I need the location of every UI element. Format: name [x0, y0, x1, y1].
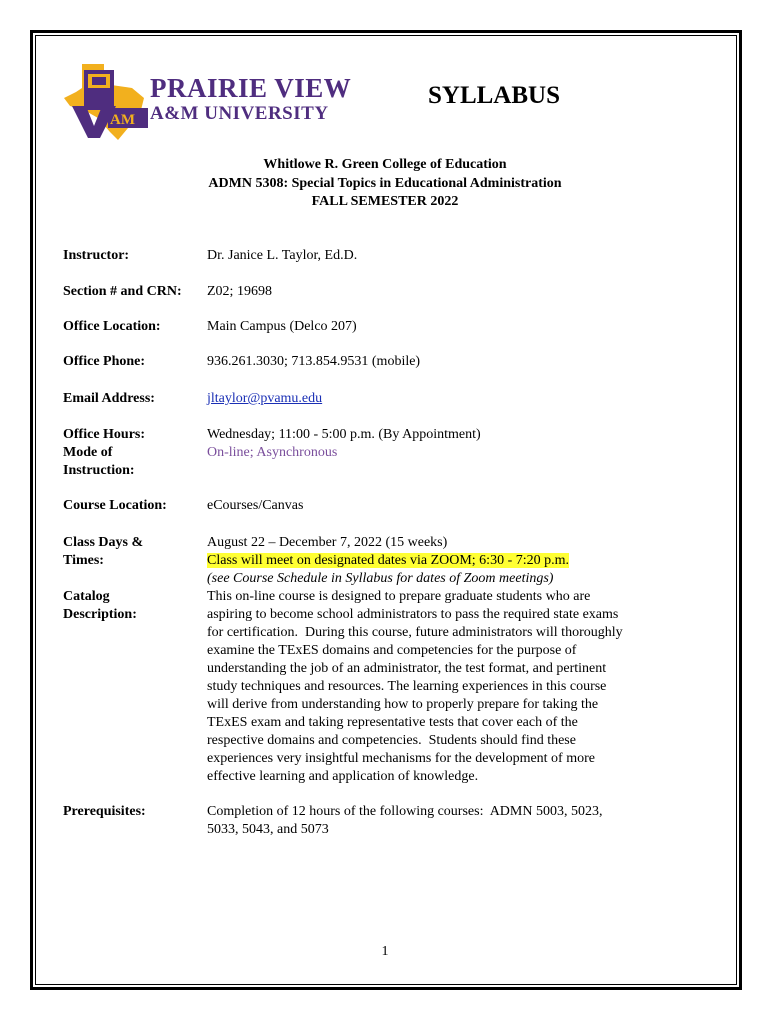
course-title: ADMN 5308: Special Topics in Educational Administration	[208, 176, 562, 191]
text-line: respective domains and competencies. Students should find these	[207, 733, 576, 748]
document-title: SYLLABUS	[428, 82, 560, 109]
class-days-label-line1: Class Days &	[63, 535, 144, 550]
instructor-value: Dr. Janice L. Taylor, Ed.D.	[207, 248, 358, 263]
office-phone-value: 936.261.3030; 713.854.9531 (mobile)	[207, 354, 421, 369]
email-link[interactable]: jltaylor@pvamu.edu	[207, 391, 323, 406]
semester: FALL SEMESTER 2022	[311, 194, 459, 209]
course-location-value: eCourses/Canvas	[207, 498, 304, 513]
college-name: Whitlowe R. Green College of Education	[263, 157, 507, 172]
class-days-value-note: (see Course Schedule in Syllabus for dates of Zoom meetings)	[207, 571, 554, 586]
course-location-label: Course Location:	[63, 498, 167, 513]
catalog-label-line1: Catalog	[63, 589, 110, 604]
text-line: experiences very insightful mechanisms for the development of more	[207, 751, 595, 766]
logo-wordmark-line1: PRAIRIE VIEW	[150, 73, 352, 103]
logo-wordmark-line2: A&M UNIVERSITY	[150, 103, 329, 124]
office-hours-value: Wednesday; 11:00 - 5:00 p.m. (By Appointment)	[207, 427, 481, 442]
text-line: effective learning and application of knowledge.	[207, 769, 479, 784]
text-line: examine the TExES domains and competencies for the purpose of	[207, 643, 577, 658]
section-value: Z02; 19698	[207, 284, 272, 299]
class-days-value-dates: August 22 – December 7, 2022 (15 weeks)	[207, 535, 448, 550]
catalog-label-line2: Description:	[63, 607, 137, 622]
instructor-label: Instructor:	[63, 248, 130, 263]
text-line: aspiring to become school administrators to pass the required state exams	[207, 607, 619, 622]
svg-text:AM: AM	[110, 112, 135, 128]
mode-label-line1: Mode of	[63, 445, 113, 460]
text-line: will derive from understanding how to properly prepare for taking the	[207, 697, 599, 712]
email-label: Email Address:	[63, 391, 155, 406]
office-location-value: Main Campus (Delco 207)	[207, 319, 357, 334]
zoom-highlight: Class will meet on designated dates via ZOOM; 6:30 - 7:20 p.m.	[207, 553, 570, 568]
prerequisites-value	[207, 803, 602, 839]
mode-label-line2: Instruction:	[63, 463, 135, 478]
prerequisites-label: Prerequisites:	[63, 804, 146, 819]
class-days-value-zoom	[207, 552, 667, 570]
page-number: 1	[381, 944, 389, 959]
catalog-description	[207, 588, 623, 786]
office-location-label: Office Location:	[63, 319, 161, 334]
text-line: TExES exam and taking representative tests that cover each of the	[207, 715, 578, 730]
section-label: Section # and CRN:	[63, 284, 182, 299]
text-line: Completion of 12 hours of the following courses: ADMN 5003, 5023,	[207, 804, 603, 819]
class-days-label-line2: Times:	[63, 553, 104, 568]
text-line: This on-line course is designed to prepare graduate students who are	[207, 589, 591, 604]
mode-value: On-line; Asynchronous	[207, 445, 338, 460]
office-phone-label: Office Phone:	[63, 354, 146, 369]
text-line: understanding the job of an administrator, the test format, and pertinent	[207, 661, 607, 676]
office-hours-label: Office Hours:	[63, 427, 146, 442]
text-line: for certification. During this course, future administrators will thoroughly	[207, 625, 623, 640]
text-line: study techniques and resources. The learning experiences in this course	[207, 679, 607, 694]
text-line: 5033, 5043, and 5073	[207, 822, 329, 837]
